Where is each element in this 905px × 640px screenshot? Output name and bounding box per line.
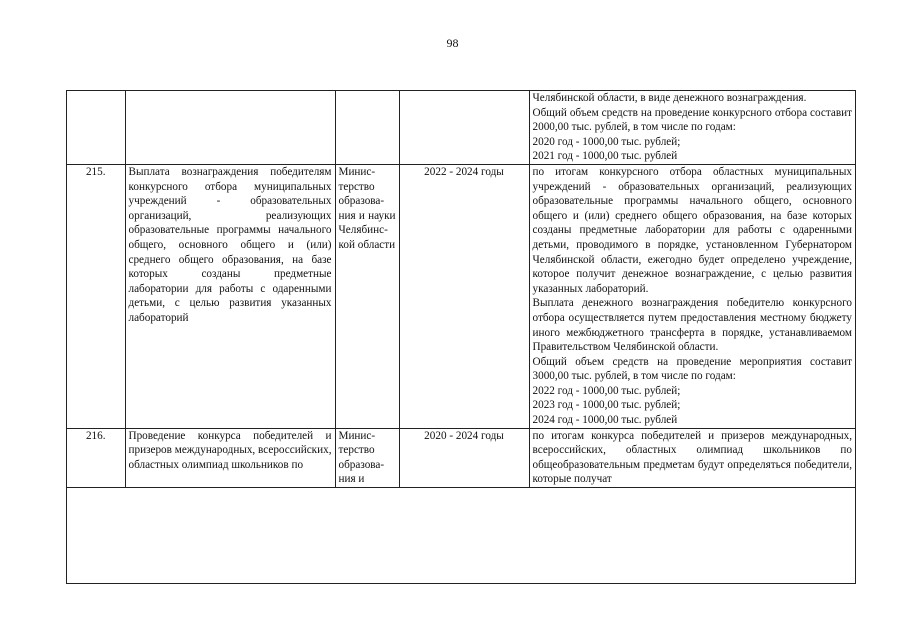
row-description: [529, 428, 855, 487]
row-number: [67, 91, 125, 164]
row-number: 215.: [67, 164, 125, 428]
year-amount: 2022 год - 1000,00 тыс. рублей;: [532, 384, 681, 397]
row-title: Выплата вознаграждения победителям конкурсного отбора муниципальных учреждений - образовательных организаций, реализующих образовательные программы начального общего, основного общего и (или) среднего общего образования, на базе которых созданы предметные лаборатории для работы с одаренными детьми, с целью развития указанных лабораторий: [125, 164, 335, 428]
year-amount: 2024 год - 1000,00 тыс. рублей: [532, 414, 678, 427]
description-paragraph: по итогам конкурса победителей и призеров международных, всероссийских, областных олимпиад школьников по общеобразовательным предметам будут определяться победители, которые получат: [532, 429, 852, 486]
measures-table: [66, 90, 856, 584]
table-row: [67, 164, 855, 428]
page-number: 98: [446, 36, 459, 50]
description-paragraph: Общий объем средств на проведение мероприятия составит 3000,00 тыс. рублей, в том числе по годам:: [532, 355, 852, 383]
description-paragraph: Общий объем средств на проведение конкурсного отбора составит 2000,00 тыс. рублей, в том числе по годам:: [532, 106, 852, 134]
row-period: 2022 - 2024 годы: [399, 164, 529, 428]
row-description: [529, 91, 855, 164]
row-period: 2020 - 2024 годы: [399, 428, 529, 487]
row-description: [529, 164, 855, 428]
table-row: [67, 428, 855, 487]
row-title: Проведение конкурса победителей и призеров международных, всероссийских, областных олимпиад школьников по: [125, 428, 335, 487]
description-paragraph: Челябинской области, в виде денежного вознаграждения.: [532, 92, 807, 104]
table-row: [67, 91, 855, 164]
description-paragraph: по итогам конкурсного отбора областных муниципальных учреждений - образовательных организаций, реализующих образовательные программы начального общего, основного общего и (или) среднего общего образования, на базе которых созданы предметные лаборатории для работы с одаренными детьми, проводимого в порядке, установленном Губернатором Челябинской области, ежегодно будет определено учреждение, которое получит денежное вознаграждение, с целью развития указанных лабораторий.: [532, 165, 852, 295]
row-title: [125, 91, 335, 164]
year-amount: 2023 год - 1000,00 тыс. рублей;: [532, 399, 681, 412]
description-paragraph: Выплата денежного вознаграждения победителю конкурсного отбора осуществляется путем предоставления местному бюджету иного межбюджетного трансферта в порядке, устанавливаемом Правительством Челябинской области.: [532, 297, 852, 354]
row-executor: Минис-терство образова-ния и: [335, 428, 399, 487]
row-number: 216.: [67, 428, 125, 487]
row-executor: [335, 91, 399, 164]
row-executor: Минис-терство образова-ния и науки Челябинс-кой области: [335, 164, 399, 428]
year-amount: 2021 год - 1000,00 тыс. рублей: [532, 150, 678, 163]
row-period: [399, 91, 529, 164]
year-amount: 2020 год - 1000,00 тыс. рублей;: [532, 135, 681, 148]
